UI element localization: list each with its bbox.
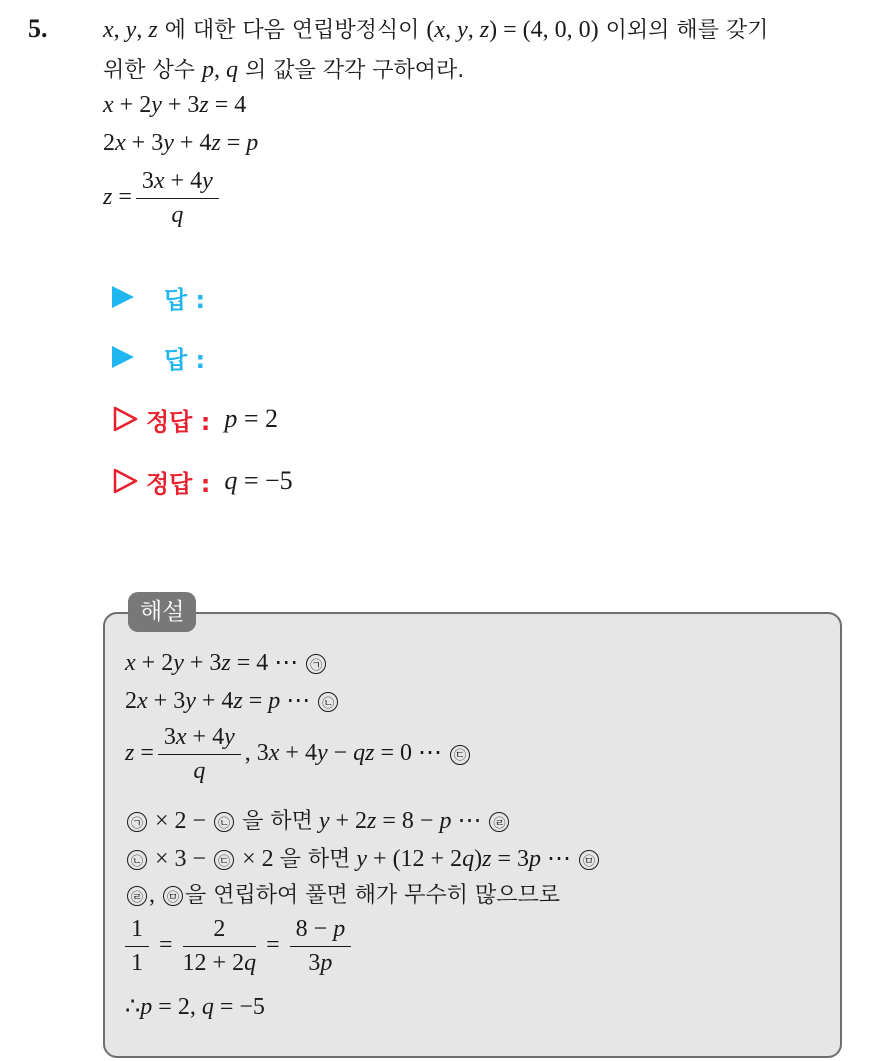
answer-label: 답 :	[164, 285, 206, 314]
circled-3-icon: ㉢	[214, 850, 234, 870]
problem-text-2a: 위한 상수	[103, 58, 196, 83]
equation-1: x + 2y + 3z = 4	[103, 92, 247, 118]
fraction-8p-over: $\frac{8 - p}{3p}$	[290, 916, 352, 977]
variables-xyz: x, y, z	[103, 17, 158, 43]
hollow-triangle-right-icon	[112, 406, 138, 432]
circled-5-icon: ㉤	[579, 850, 599, 870]
solution-line-4: ㉠ × 2 − ㉡ 을 하면 y + 2z = 8 − p ⋯ ㉣	[125, 804, 511, 835]
circled-3-icon: ㉢	[450, 745, 470, 765]
solution-line-1: x + 2y + 3z = 4 ⋯ ㉠	[125, 648, 328, 677]
solution-tag: 해설	[128, 592, 196, 632]
constants-pq: p, q	[202, 57, 239, 83]
answer-row-1	[112, 280, 205, 314]
problem-line-1	[103, 12, 768, 49]
fraction-1-1: $\frac{1}{1}$	[125, 916, 149, 977]
correct-answer-row-2	[112, 464, 293, 498]
answer-label: 답 :	[164, 345, 206, 374]
hollow-triangle-right-icon	[112, 468, 138, 494]
solid-triangle-right-icon	[112, 286, 134, 308]
solution-line-5: ㉡ × 3 − ㉢ × 2 을 하면 y + (12 + 2q)z = 3p ⋯ ㉤	[125, 842, 601, 873]
problem-line-2	[103, 52, 464, 89]
circled-2-icon: ㉡	[214, 812, 234, 832]
solution-line-7: $\frac{1}{1}$ = $\frac{2}{12 + 2q}$ = $\frac{8 - p}{3p}$	[125, 916, 355, 977]
circled-1-icon: ㉠	[306, 654, 326, 674]
correct-answer-label: 정답 :	[146, 407, 211, 436]
solution-text-line7: 을 연립하여 풀면 해가 무수히 많으므로	[185, 883, 560, 908]
correct-answer-2: q = −5	[224, 466, 293, 495]
circled-4-icon: ㉣	[489, 812, 509, 832]
excluded-solution: (x, y, z) = (4, 0, 0)	[426, 17, 599, 43]
correct-answer-row-1	[112, 402, 278, 436]
solution-line-2: 2x + 3y + 4z = p ⋯ ㉡	[125, 686, 340, 715]
circled-2-icon: ㉡	[318, 692, 338, 712]
problem-text-2b: 의 값을 각각 구하여라.	[245, 58, 465, 83]
answer-row-2	[112, 340, 205, 374]
equation-2: 2x + 3y + 4z = p	[103, 130, 259, 156]
problem-text-1b: 이외의 해를 갖기	[605, 18, 769, 43]
fraction-2-over: $\frac{2}{12 + 2q}$	[182, 916, 257, 976]
fraction-z: $\frac{3x + 4y}{q}$	[158, 724, 241, 785]
fraction-z: $\frac{3x + 4y}{q}$	[136, 168, 219, 229]
solution-line-6: ㉣ , ㉤ 을 연립하여 풀면 해가 무수히 많으므로	[125, 878, 560, 909]
solid-triangle-right-icon	[112, 346, 134, 368]
circled-2-icon: ㉡	[127, 850, 147, 870]
problem-text-1a: 에 대한 다음 연립방정식이	[164, 18, 420, 43]
solution-line-3: z = $\frac{3x + 4y}{q}$ , 3x + 4y − qz = 0 ⋯ ㉢	[125, 724, 472, 785]
correct-answer-label: 정답 :	[146, 469, 211, 498]
circled-5-icon: ㉤	[163, 886, 183, 906]
circled-4-icon: ㉣	[127, 886, 147, 906]
equation-3: z = $\frac{3x + 4y}{q}$	[103, 168, 223, 229]
hamyeon-text: 을 하면	[242, 809, 313, 834]
problem-number: 5.	[28, 14, 48, 43]
solution-line-8: ∴p = 2, q = −5	[125, 994, 265, 1020]
hamyeon-text: 을 하면	[279, 847, 351, 872]
circled-1-icon: ㉠	[127, 812, 147, 832]
correct-answer-1: p = 2	[224, 404, 278, 433]
